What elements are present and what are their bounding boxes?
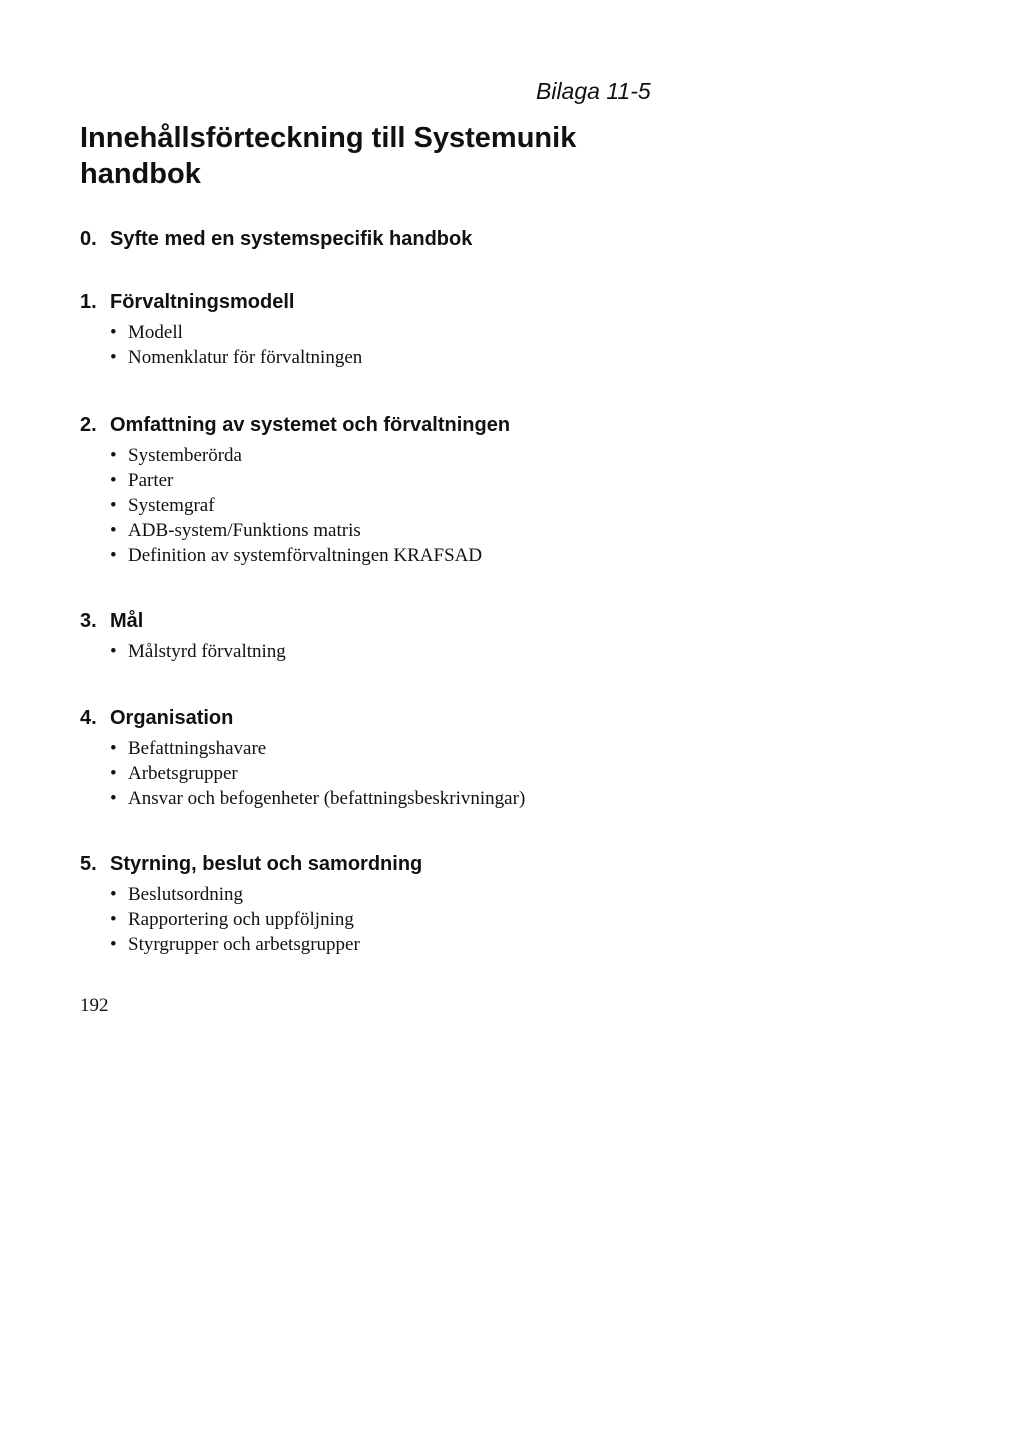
section-item-list <box>80 639 680 664</box>
section-item-list <box>80 882 680 957</box>
list-item-text: Ansvar och befogenheter (befattningsbeskrivningar) <box>128 788 526 809</box>
list-item <box>80 543 680 568</box>
section-item-list <box>80 443 680 568</box>
bullet-icon: • <box>110 545 117 566</box>
list-item-text: Arbetsgrupper <box>128 763 238 784</box>
list-item-text: Definition av systemförvaltningen KRAFSAD <box>128 545 483 566</box>
toc-section <box>80 288 680 370</box>
appendix-label: Bilaga 11-5 <box>536 78 651 104</box>
section-item-list <box>80 736 680 811</box>
list-item-text: Systemgraf <box>128 495 215 516</box>
section-heading <box>80 288 680 316</box>
toc-section <box>80 225 680 253</box>
list-item <box>80 493 680 518</box>
list-item <box>80 518 680 543</box>
list-item-text: Nomenklatur för förvaltningen <box>128 347 363 368</box>
section-title: Syfte med en systemspecifik handbok <box>110 228 473 250</box>
section-title: Organisation <box>110 707 234 729</box>
list-item-text: Parter <box>128 470 174 491</box>
toc-section <box>80 704 680 811</box>
list-item <box>80 320 680 345</box>
section-heading <box>80 225 680 253</box>
section-number: 0. <box>80 228 97 250</box>
toc-section <box>80 607 680 664</box>
toc-section <box>80 850 680 957</box>
section-title: Styrning, beslut och samordning <box>110 853 423 875</box>
list-item-text: Målstyrd förvaltning <box>128 641 286 662</box>
list-item <box>80 736 680 761</box>
section-number: 5. <box>80 853 97 875</box>
bullet-icon: • <box>110 909 117 930</box>
section-number: 4. <box>80 707 97 729</box>
list-item <box>80 907 680 932</box>
bullet-icon: • <box>110 763 117 784</box>
list-item-text: ADB-system/Funktions matris <box>128 520 361 541</box>
section-number: 1. <box>80 291 97 313</box>
section-title: Omfattning av systemet och förvaltningen <box>110 414 511 436</box>
bullet-icon: • <box>110 934 117 955</box>
list-item-text: Rapportering och uppföljning <box>128 909 354 930</box>
bullet-icon: • <box>110 470 117 491</box>
list-item <box>80 468 680 493</box>
bullet-icon: • <box>110 738 117 759</box>
list-item-text: Beslutsordning <box>128 884 244 905</box>
page-title: Innehållsförteckning till Systemunik handbok <box>80 122 577 190</box>
list-item <box>80 443 680 468</box>
list-item <box>80 639 680 664</box>
list-item <box>80 761 680 786</box>
bullet-icon: • <box>110 641 117 662</box>
section-heading <box>80 850 680 878</box>
section-heading <box>80 411 680 439</box>
list-item <box>80 345 680 370</box>
section-number: 3. <box>80 610 97 632</box>
section-title: Mål <box>110 610 144 632</box>
bullet-icon: • <box>110 520 117 541</box>
section-heading <box>80 607 680 635</box>
bullet-icon: • <box>110 495 117 516</box>
section-number: 2. <box>80 414 97 436</box>
toc-section <box>80 411 680 568</box>
list-item-text: Modell <box>128 322 183 343</box>
list-item <box>80 786 680 811</box>
list-item-text: Systemberörda <box>128 445 242 466</box>
bullet-icon: • <box>110 322 117 343</box>
bullet-icon: • <box>110 788 117 809</box>
bullet-icon: • <box>110 884 117 905</box>
list-item-text: Befattningshavare <box>128 738 267 759</box>
bullet-icon: • <box>110 445 117 466</box>
list-item <box>80 932 680 957</box>
list-item-text: Styrgrupper och arbetsgrupper <box>128 934 360 955</box>
section-heading <box>80 704 680 732</box>
section-title: Förvaltningsmodell <box>110 291 295 313</box>
bullet-icon: • <box>110 347 117 368</box>
list-item <box>80 882 680 907</box>
page-number: 192 <box>80 995 109 1016</box>
section-item-list <box>80 320 680 370</box>
